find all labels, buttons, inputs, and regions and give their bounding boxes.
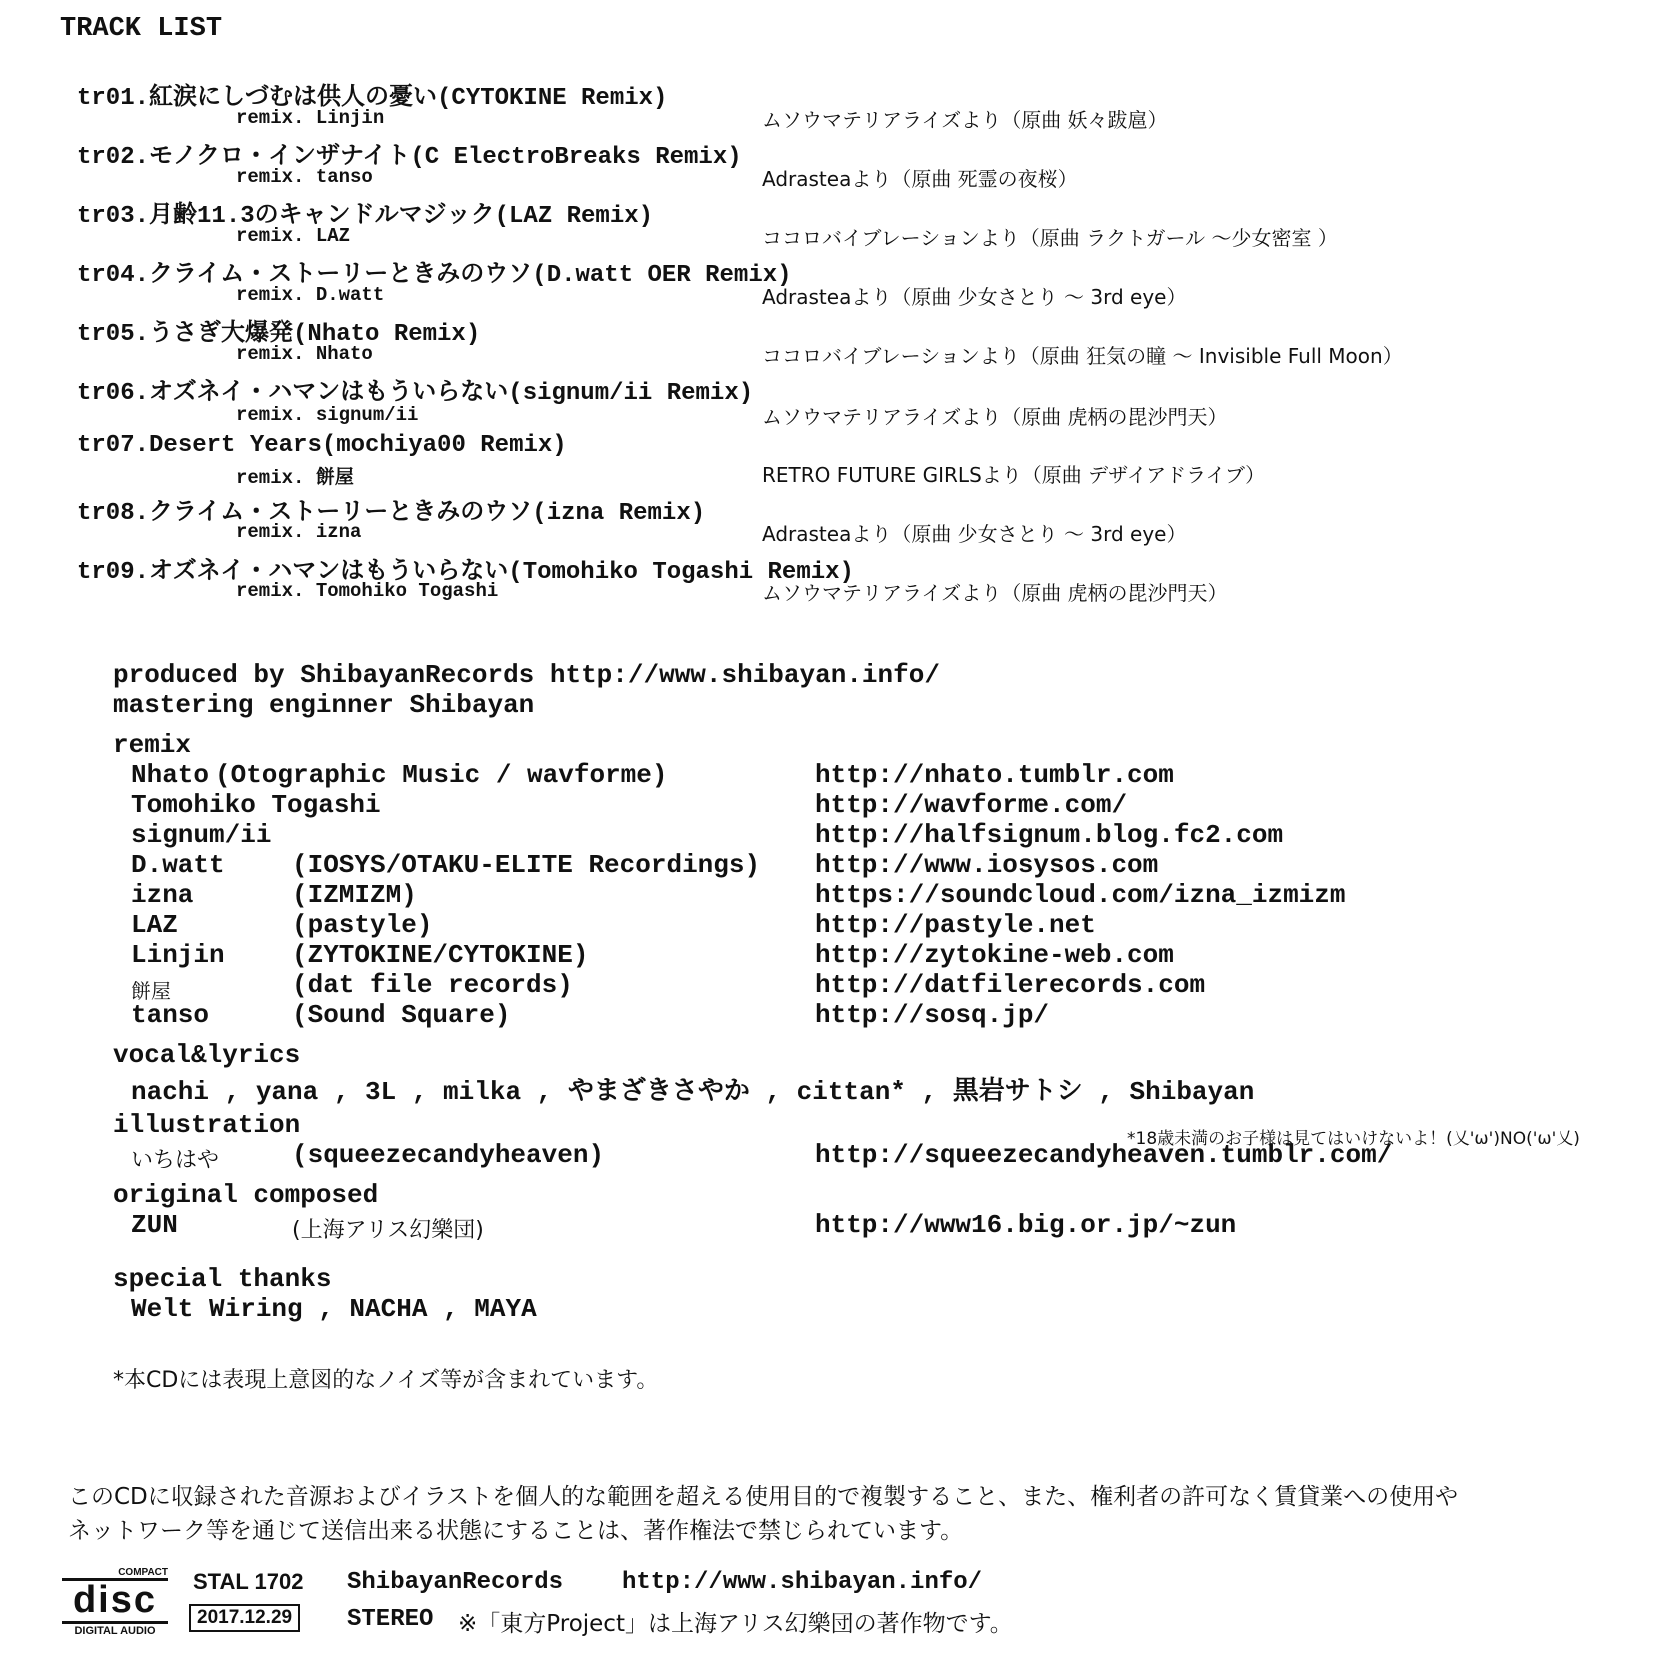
track-title: tr03.月齢11.3のキャンドルマジック(LAZ Remix) (77, 203, 654, 230)
release-date: 2017.12.29 (189, 1604, 300, 1632)
legal-notice-line1: このCDに収録された音源およびイラストを個人的な範囲を超える使用目的で複製すること、また、権利者の許可なく賃貸業への使用や (68, 1484, 1459, 1510)
compact-disc-logo (62, 1568, 168, 1638)
track-source: ムソウマテリアライズより（原曲 虎柄の毘沙門天） (762, 405, 1228, 429)
remixer-group: (ZYTOKINE/CYTOKINE) (292, 940, 589, 970)
composer-group: (上海アリス幻樂団) (292, 1218, 484, 1243)
remixer-url: http://halfsignum.blog.fc2.com (815, 820, 1284, 850)
copyright-notice: ※「東方Project」は上海アリス幻樂団の著作物です。 (458, 1611, 1013, 1637)
track-remixer: remix. Nhato (236, 343, 373, 365)
track-remixer: remix. signum/ii (236, 404, 419, 426)
logo-disc-text: disc (62, 1578, 168, 1624)
track-title: tr07.Desert Years(mochiya00 Remix) (77, 432, 567, 459)
thanks-heading: special thanks (113, 1264, 332, 1294)
track-source: ココロバイブレーションより（原曲 狂気の瞳 ～ Invisible Full Moon） (762, 344, 1403, 368)
age-warning-note: *18歳未満のお子様は見てはいけないよ！(乂'ω')NO('ω'乂) (1127, 1129, 1580, 1149)
remixer-group: (IZMIZM) (292, 880, 417, 910)
mastering-engineer: mastering enginner Shibayan (113, 690, 535, 720)
track-source: Adrasteaより（原曲 死霊の夜桜） (762, 167, 1078, 191)
composer-name: ZUN (131, 1210, 178, 1240)
remixer-url: http://datfilerecords.com (815, 970, 1206, 1000)
remixer-name: izna (131, 880, 194, 910)
remixer-url: http://wavforme.com/ (815, 790, 1128, 820)
track-source: ココロバイブレーションより（原曲 ラクトガール ～少女密室 ） (762, 226, 1338, 250)
track-title: tr08.クライム・ストーリーときみのウソ(izna Remix) (77, 500, 706, 527)
track-title: tr09.オズネイ・ハマンはもういらない(Tomohiko Togashi Remix) (77, 559, 854, 586)
remixer-url: http://www.iosysos.com (815, 850, 1159, 880)
vocal-list: nachi , yana , 3L , milka , やまざきさやか , cittan* , 黒岩サトシ , Shibayan (131, 1077, 1255, 1107)
track-remixer: remix. LAZ (236, 225, 351, 247)
catalog-number: STAL 1702 (193, 1569, 304, 1594)
track-source: Adrasteaより（原曲 少女さとり ～ 3rd eye） (762, 285, 1187, 309)
track-source: Adrasteaより（原曲 少女さとり ～ 3rd eye） (762, 522, 1187, 546)
original-heading: original composed (113, 1180, 379, 1210)
track-remixer: remix. Tomohiko Togashi (236, 580, 499, 602)
remixer-group: (pastyle) (292, 910, 433, 940)
logo-bottom-text: DIGITAL AUDIO (74, 1625, 156, 1637)
remixer-group: (Otographic Music / wavforme) (215, 760, 668, 790)
track-title: tr06.オズネイ・ハマンはもういらない(signum/ii Remix) (77, 380, 754, 407)
remixer-name: 餅屋 (131, 979, 171, 1003)
track-title: tr01.紅涙にしづむは供人の憂い(CYTOKINE Remix) (77, 85, 668, 112)
track-source: ムソウマテリアライズより（原曲 虎柄の毘沙門天） (762, 581, 1228, 605)
remixer-name: tanso (131, 1000, 210, 1030)
track-remixer: remix. izna (236, 521, 362, 543)
remixer-url: http://sosq.jp/ (815, 1000, 1050, 1030)
track-title: tr04.クライム・ストーリーときみのウソ(D.watt OER Remix) (77, 262, 792, 289)
footer-label: ShibayanRecords (347, 1569, 564, 1596)
legal-notice-line2: ネットワーク等を通じて送信出来る状態にすることは、著作権法で禁じられています。 (68, 1518, 964, 1544)
remixer-url: http://pastyle.net (815, 910, 1096, 940)
track-source: ムソウマテリアライズより（原曲 妖々跋扈） (762, 108, 1168, 132)
logo-top-text: COMPACT (118, 1567, 168, 1578)
remixer-url: http://nhato.tumblr.com (815, 760, 1174, 790)
produced-by: produced by ShibayanRecords http://www.shibayan.info/ (113, 660, 940, 690)
illustration-heading: illustration (113, 1110, 301, 1140)
thanks-list: Welt Wiring , NACHA , MAYA (131, 1294, 537, 1324)
page-title: TRACK LIST (60, 14, 223, 44)
remixer-name: Tomohiko Togashi (131, 790, 381, 820)
track-title: tr02.モノクロ・インザナイト(C ElectroBreaks Remix) (77, 144, 742, 171)
composer-url: http://www16.big.or.jp/~zun (815, 1210, 1237, 1240)
remixer-url: https://soundcloud.com/izna_izmizm (815, 880, 1346, 910)
track-remixer: remix. tanso (236, 166, 373, 188)
remixer-name: signum/ii (131, 820, 272, 850)
remixer-group: (IOSYS/OTAKU-ELITE Recordings) (292, 850, 761, 880)
remixer-group: (dat file records) (292, 970, 573, 1000)
track-source: RETRO FUTURE GIRLSより（原曲 デザイアドライブ） (762, 463, 1266, 487)
footer-url: http://www.shibayan.info/ (622, 1569, 983, 1596)
remixer-name: Nhato (131, 760, 210, 790)
illustrator-name: いちはや (131, 1148, 220, 1173)
remix-heading: remix (113, 730, 192, 760)
remixer-name: Linjin (131, 940, 225, 970)
stereo-label: STEREO (347, 1606, 434, 1633)
noise-note: *本CDには表現上意図的なノイズ等が含まれています。 (113, 1368, 659, 1393)
remixer-url: http://zytokine-web.com (815, 940, 1174, 970)
track-remixer: remix. D.watt (236, 284, 385, 306)
track-remixer: remix. Linjin (236, 107, 385, 129)
track-remixer: remix. 餅屋 (236, 467, 354, 489)
vocal-heading: vocal&lyrics (113, 1040, 301, 1070)
remixer-group: (Sound Square) (292, 1000, 511, 1030)
remixer-name: D.watt (131, 850, 225, 880)
illustrator-group: (squeezecandyheaven) (292, 1140, 605, 1170)
track-title: tr05.うさぎ大爆発(Nhato Remix) (77, 321, 481, 348)
remixer-name: LAZ (131, 910, 178, 940)
illustrator-url: http://squeezecandyheaven.tumblr.com/ (815, 1140, 1393, 1170)
